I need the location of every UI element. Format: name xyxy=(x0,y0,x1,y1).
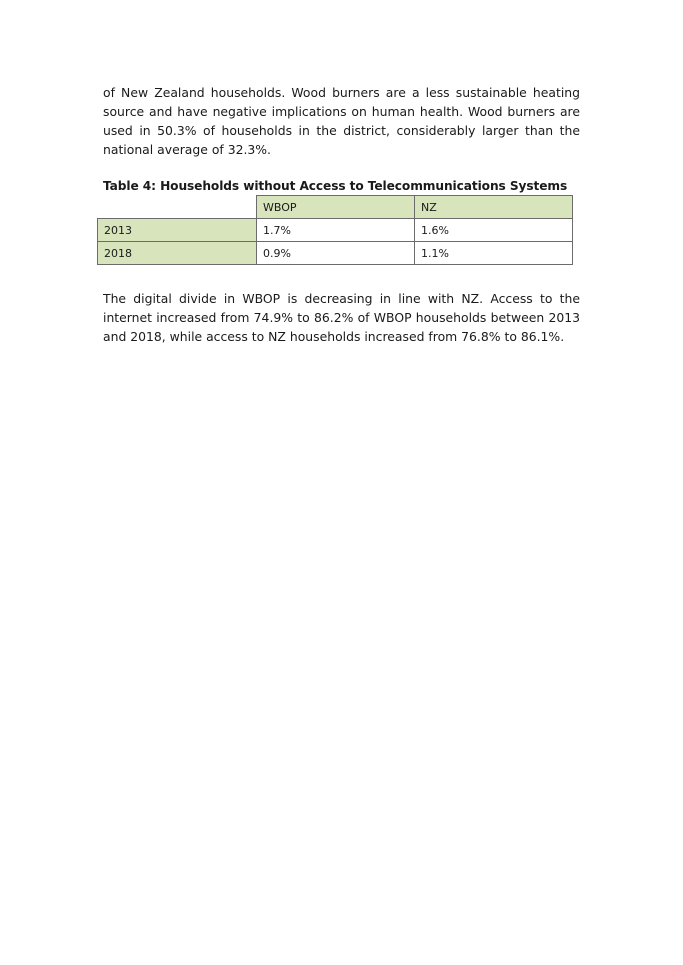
paragraph-digital-divide: The digital divide in WBOP is decreasing in line with NZ. Access to the internet increased from 74.9% to 86.2% of WBOP households between 2013 and 2018, while access to NZ households increased from 76.8% to 86.1%. xyxy=(103,291,580,344)
table-cell-nz: 1.6% xyxy=(415,219,573,242)
table-header-wbop: WBOP xyxy=(257,196,415,219)
telecommunications-table xyxy=(97,195,573,265)
table-row-year: 2013 xyxy=(98,219,257,242)
table-cell-nz: 1.1% xyxy=(415,242,573,265)
table-title: Table 4: Households without Access to Telecommunications Systems xyxy=(103,179,568,193)
table-row xyxy=(98,219,573,242)
table-row xyxy=(98,242,573,265)
table-header-corner xyxy=(98,196,257,219)
paragraph-wood-burners: of New Zealand households. Wood burners are a less sustainable heating source and have negative implications on human health. Wood burners are used in 50.3% of households in the district, considerably larger than the national average of 32.3%. xyxy=(103,85,580,157)
table-header-nz: NZ xyxy=(415,196,573,219)
table-row-year: 2018 xyxy=(98,242,257,265)
table-cell-wbop: 0.9% xyxy=(257,242,415,265)
table-header-row xyxy=(98,196,573,219)
table-cell-wbop: 1.7% xyxy=(257,219,415,242)
